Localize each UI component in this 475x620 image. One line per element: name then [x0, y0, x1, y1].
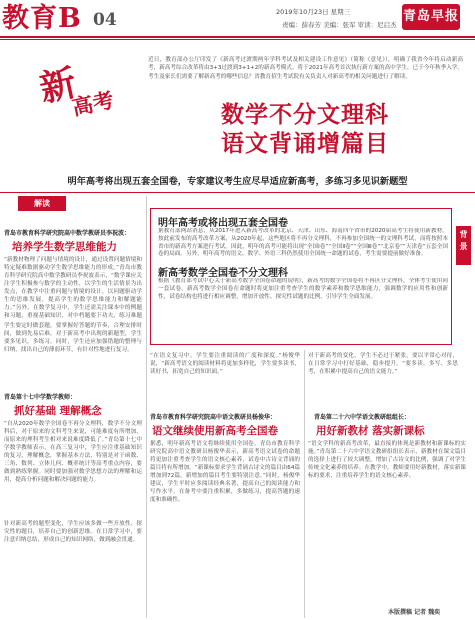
bgbox-title1: 明年高考或将出现五套全国卷: [158, 218, 288, 229]
col3-a1-title: 用好新教材 落实新课标: [316, 425, 425, 437]
bgbox-title2: 新高考数学全国卷不分文理科: [158, 268, 288, 279]
column-divider: [304, 350, 305, 618]
top-rule-thin: [0, 39, 475, 40]
headline-line1: 数学不分文理科: [221, 102, 389, 128]
col3-a1-kicker: 青岛第二十六中学语文教研组组长：: [314, 414, 411, 421]
column-divider: [146, 196, 147, 618]
section-rule: [0, 192, 475, 193]
page-number: 04: [93, 10, 117, 30]
col3-a1-body: “语文学科的新高考改革，最直接的体现是新教材和新课标的实施。”青岛第二十六中学语文教研组组长表示，新教材在课文篇目的选择上进行了较大调整，增加了古诗文的比例，强调了对学生传统文化素养的培养。在教学中，教师要用好新教材，落实新课标的要求，注重培养学生的语文核心素养。: [308, 441, 466, 479]
headline-line2: 语文背诵增篇目: [221, 131, 389, 157]
col3-lead-text: 对于新高考的变化，学生不必过于紧张，要以平常心对待，在日常学习中打好基础，稳步提升。“要多读、多写、多思考，在积累中提高自己的语文能力。”: [308, 353, 458, 375]
tag-beijing-char: 背: [459, 230, 468, 239]
tag-beijing-char: 景: [459, 242, 468, 251]
col1-a1-body: “新教材物理了问题与情境的设计，通过设置问题情境和特定疑难数据驱动学生数学思维能力的形成。”青岛市教育科学研究院高中数学教研员李祝波表示，“数学课应关注学生积极参与数学的主动性，以学生的生活情景为出发点，在教学中注重问题与情境的设计，以问题驱动学生的思维发展，提高学生的数学思维能力和解题能力。”另外，在数学复习中，学生还需关注课本中的例题和习题，重视基础知识，对中档题要下功夫，练习难题: [4, 257, 142, 319]
byline: 本版撰稿 记者 魏奕: [388, 609, 441, 616]
col1-a2-body: “自从2020年数学全国卷不再分文理科，数学不分文理科后，对于原来的文科考生来说，可能难度有所增加，而原来的理科考生相对来说难度降低了。”青岛第十七中学数学教师表示，在高三复习中，学生应注重基础知识的复习，理解概念，掌握基本方法，特别是对于函数、三角、数列、立体几何、概率统计等高考重点内容，要做到熟练掌握。同时要加强对数学思想方法的理解和运用，提高分析问题和解决问题的能力。: [4, 421, 142, 483]
staff-credits: 责编：薛春芳 美编：张军 审读：尼启杰: [282, 21, 397, 29]
tag-jiedu: 解读: [18, 196, 66, 211]
bgbox-body2: 根据《教育部考试中心关于新高考数学全国卷命题的说明》，新高考的数学全国卷将不再区分文理科，全体考生使用同一套试卷。新高考数学全国卷在命题时将更加注重考查学生的数学素养和数学思维能力，强调数学的应用性和创新性，试卷结构也将进行相应调整，增加开放性、探究性试题的比例，引导学生全面发展。: [158, 278, 448, 300]
col1-a2-kicker: 青岛第十七中学数学教师：: [4, 394, 77, 401]
col2-a1-body: 据悉，明年新高考语文将继续使用全国卷。青岛市教育科学研究院高中语文教研员杨俊华表示，新高考语文试卷的命题将更加注重考查学生的语文核心素养，试卷中古诗文背诵的篇目将有所增加。“新课标要求学生背诵古诗文的篇目由64篇增加到72篇，新增加的篇目考生要特别注意。”同时，杨俊华建议，学生平时应多阅读经典名著，提高自己的阅读能力和写作水平。在备考中要注重积累，多做练习，提高答题的速度和准确性。: [150, 441, 300, 503]
col1-a1-body2: 学生要定时做套题，要掌握好答题的节奏，合理安排时间，做到先易后难，对于新高考中出现的新题型，学生要多见识，多练习。同时，学生还应加强错题的整理与归纳，找出自己的薄弱环节，有针对性地进行复习。: [4, 323, 142, 353]
col2-a1-title: 语文继续使用新高考全国卷: [152, 425, 278, 437]
col1-a1-kicker: 青岛市教育科学研究院高中数学教研员李祝波：: [4, 230, 131, 237]
col1-a1-title: 培养学生数学思维能力: [12, 241, 117, 253]
decor-gaokao: 高考: [69, 86, 117, 121]
tag-beijing: [456, 226, 471, 265]
top-rule: [0, 36, 475, 38]
bgbox-body1: 据教育部网站消息，从2017年进入新高考改革的北京、天津、山东、海南四个省市的2020届高考生将使用新教材。按此前发布的高考改革方案，从2020年起，这些地区将不再分文理科，不再参加全国统一的文理科考试，而将按照本省市的新高考方案进行考试。因此，明年的高考可能将出现“全国Ⅰ卷”“全国Ⅱ卷”“全国Ⅲ卷”“北京卷”“天津卷”五套全国卷的局面。另外，明年高考的语文、数学、外语三科仍然使用全国统一命题的试卷，考生需要提前做好准备。: [158, 228, 448, 258]
section-title: 教育B: [2, 3, 82, 34]
intro-paragraph: 近日，教育部办公厅印发了《新高考过渡期两年学科考试及相关建设工作意见》（简称《意见》），明确了我省今年将启动新高考，新高考综合改革将由3+3过渡到3+1+2的新高考模式。将于2021年高考首次执行新方案的高中学生，已于今年秋季入学。考生及家长们需要了解新高考的哪些信息？省教育招生考试院有关负责人对新高考的相关问题进行了解读。: [148, 57, 463, 80]
newspaper-logo: 青岛早报: [402, 4, 460, 30]
decor-xin: 新: [36, 61, 80, 111]
col2-a1-kicker: 青岛市教育科学研究院高中语文教研员杨俊华：: [150, 414, 277, 421]
col1-a2-title: 抓好基础 理解概念: [14, 405, 102, 417]
issue-date: 2019年10月23日 星期三: [276, 8, 351, 16]
col1-a2-body2: 针对新高考的题型变化，学生应该多做一些开放性、探究性的题目，培养自己的创新思维。在日常学习中，要注意归纳总结，形成自己的知识网络，做到融会贯通。: [4, 521, 142, 543]
col2-lead-text: “在语文复习中，学生要注重阅读的广度和深度。”杨俊华说，“新高考语文的阅读材料将更加多样化，学生要多读书，读好书，拓宽自己的知识面。”: [150, 353, 300, 375]
subheadline: 明年高考将出现五套全国卷，专家建议考生应尽早适应新高考，多练习多见识新题型: [67, 176, 408, 187]
